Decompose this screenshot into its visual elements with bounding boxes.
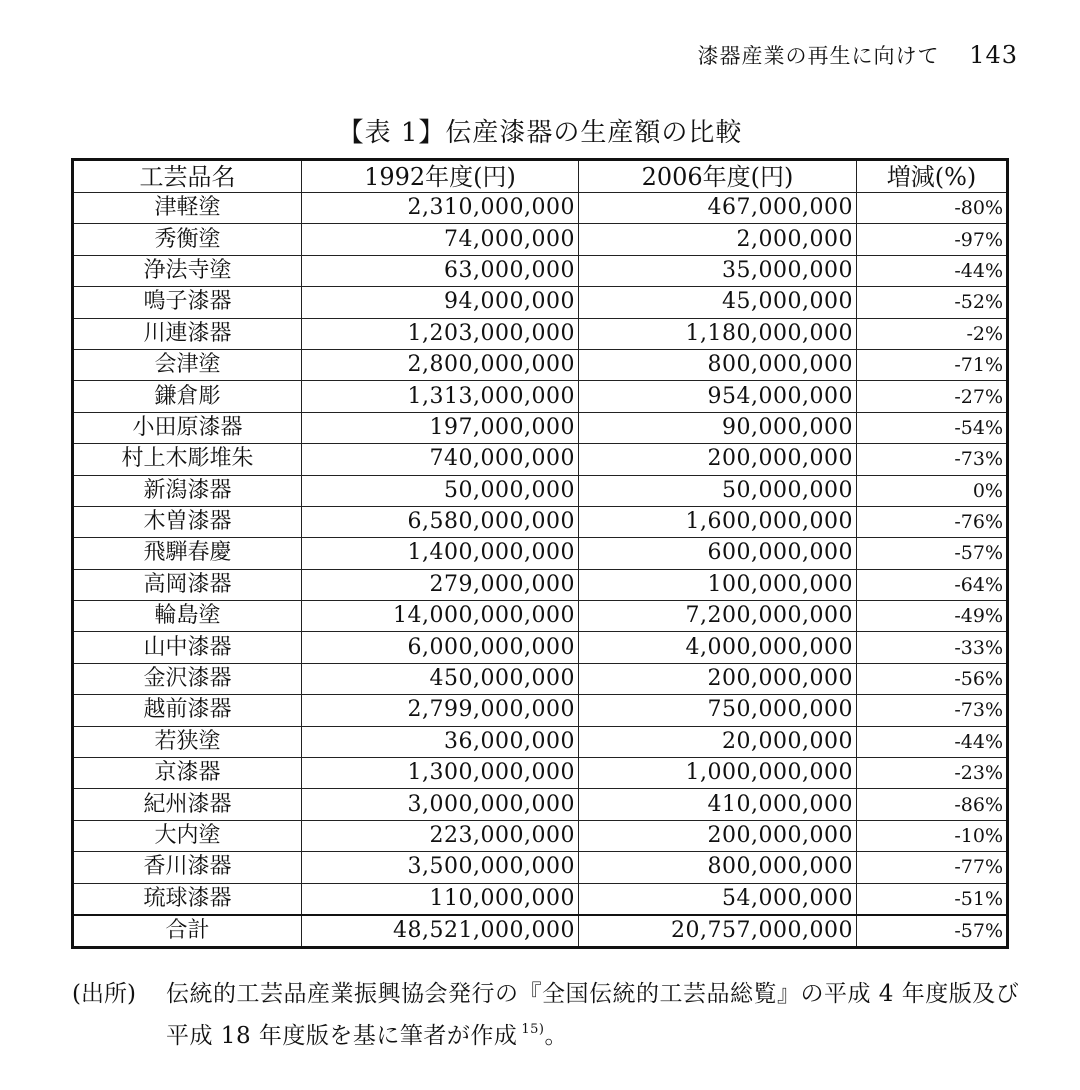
value-2006-cell: 200,000,000 [579,444,857,475]
change-percent-cell: -73% [857,444,1008,475]
craft-name-cell: 浄法寺塗 [73,255,302,286]
craft-name-cell: 鳴子漆器 [73,287,302,318]
value-2006-cell: 800,000,000 [579,852,857,883]
craft-name-cell: 村上木彫堆朱 [73,444,302,475]
change-percent-cell: -27% [857,381,1008,412]
craft-name-cell: 山中漆器 [73,632,302,663]
value-2006-cell: 50,000,000 [579,475,857,506]
value-1992-cell: 74,000,000 [302,224,579,255]
change-percent-cell: -71% [857,349,1008,380]
value-1992-cell: 2,800,000,000 [302,349,579,380]
craft-name-cell: 秀衡塗 [73,224,302,255]
change-percent-cell: -44% [857,726,1008,757]
table-row [73,475,1008,506]
change-percent-cell: -10% [857,820,1008,851]
column-header-craft-name: 工芸品名 [73,160,302,193]
change-percent-cell: -52% [857,287,1008,318]
value-1992-cell: 6,000,000,000 [302,632,579,663]
value-2006-cell: 467,000,000 [579,193,857,224]
table-row [73,601,1008,632]
table-row [73,381,1008,412]
change-percent-cell: -73% [857,695,1008,726]
value-2006-cell: 410,000,000 [579,789,857,820]
table-row [73,883,1008,915]
running-header [698,40,1019,70]
craft-name-cell: 輪島塗 [73,601,302,632]
change-percent-cell: -56% [857,663,1008,694]
change-percent-cell: -57% [857,538,1008,569]
value-2006-cell: 90,000,000 [579,412,857,443]
craft-name-cell: 越前漆器 [73,695,302,726]
table-header-row [73,160,1008,193]
change-percent-cell: 0% [857,475,1008,506]
value-1992-cell: 1,203,000,000 [302,318,579,349]
source-text-block [166,976,1022,1054]
table-row [73,538,1008,569]
value-1992-cell: 1,400,000,000 [302,538,579,569]
value-1992-cell: 1,313,000,000 [302,381,579,412]
craft-name-cell: 木曽漆器 [73,506,302,537]
value-1992-cell: 1,300,000,000 [302,758,579,789]
table-row [73,412,1008,443]
craft-name-cell: 高岡漆器 [73,569,302,600]
table-row [73,569,1008,600]
craft-name-cell: 津軽塗 [73,193,302,224]
column-header-change: 増減(%) [857,160,1008,193]
value-1992-cell: 223,000,000 [302,820,579,851]
value-1992-cell: 3,000,000,000 [302,789,579,820]
change-percent-cell: -80% [857,193,1008,224]
value-1992-cell: 50,000,000 [302,475,579,506]
value-1992-cell: 197,000,000 [302,412,579,443]
table-row [73,318,1008,349]
value-2006-cell: 800,000,000 [579,349,857,380]
table-row [73,663,1008,694]
value-2006-cell: 100,000,000 [579,569,857,600]
value-2006-cell: 2,000,000 [579,224,857,255]
page-number: 143 [969,41,1018,69]
table-row [73,444,1008,475]
craft-name-cell: 新潟漆器 [73,475,302,506]
table-row [73,695,1008,726]
value-2006-cell: 4,000,000,000 [579,632,857,663]
craft-name-cell: 金沢漆器 [73,663,302,694]
craft-name-cell: 京漆器 [73,758,302,789]
value-2006-cell: 20,757,000,000 [579,915,857,948]
craft-name-cell: 大内塗 [73,820,302,851]
craft-name-cell: 琉球漆器 [73,883,302,915]
value-2006-cell: 20,000,000 [579,726,857,757]
value-2006-cell: 200,000,000 [579,820,857,851]
craft-name-cell: 鎌倉彫 [73,381,302,412]
table-title: 【表 1】伝産漆器の生産額の比較 [337,118,743,148]
running-title: 漆器産業の再生に向けて [697,44,940,68]
table-row [73,349,1008,380]
table-row [73,287,1008,318]
craft-name-cell: 若狭塗 [73,726,302,757]
value-1992-cell: 2,799,000,000 [302,695,579,726]
change-percent-cell: -54% [857,412,1008,443]
table-row [73,820,1008,851]
table-row [73,506,1008,537]
value-1992-cell: 14,000,000,000 [302,601,579,632]
change-percent-cell: -2% [857,318,1008,349]
source-text: 伝統的工芸品産業振興協会発行の『全国伝統的工芸品総覧』の平成 4 年度版及び平成 18 年度版を基に筆者が作成 [166,981,1020,1049]
value-1992-cell: 279,000,000 [302,569,579,600]
value-2006-cell: 200,000,000 [579,663,857,694]
value-1992-cell: 450,000,000 [302,663,579,694]
column-header-2006: 2006年度(円) [579,160,857,193]
value-2006-cell: 35,000,000 [579,255,857,286]
value-1992-cell: 6,580,000,000 [302,506,579,537]
value-1992-cell: 63,000,000 [302,255,579,286]
value-1992-cell: 48,521,000,000 [302,915,579,948]
table-row [73,852,1008,883]
value-1992-cell: 740,000,000 [302,444,579,475]
change-percent-cell: -33% [857,632,1008,663]
value-2006-cell: 1,000,000,000 [579,758,857,789]
craft-name-cell: 香川漆器 [73,852,302,883]
value-2006-cell: 954,000,000 [579,381,857,412]
craft-name-cell: 合計 [73,915,302,948]
craft-name-cell: 飛騨春慶 [73,538,302,569]
table-body [73,193,1008,948]
change-percent-cell: -76% [857,506,1008,537]
value-2006-cell: 750,000,000 [579,695,857,726]
table-row [73,224,1008,255]
craft-name-cell: 小田原漆器 [73,412,302,443]
column-header-1992: 1992年度(円) [302,160,579,193]
table-row [73,789,1008,820]
value-1992-cell: 3,500,000,000 [302,852,579,883]
change-percent-cell: -23% [857,758,1008,789]
change-percent-cell: -49% [857,601,1008,632]
source-end-mark: 。 [544,1023,569,1049]
table-row [73,193,1008,224]
table-row [73,255,1008,286]
craft-name-cell: 川連漆器 [73,318,302,349]
value-1992-cell: 36,000,000 [302,726,579,757]
change-percent-cell: -86% [857,789,1008,820]
lacquer-production-table [71,158,1009,949]
value-2006-cell: 600,000,000 [579,538,857,569]
craft-name-cell: 会津塗 [73,349,302,380]
change-percent-cell: -64% [857,569,1008,600]
value-2006-cell: 1,180,000,000 [579,318,857,349]
change-percent-cell: -51% [857,883,1008,915]
source-label: (出所) [72,981,136,1007]
source-note [72,976,1022,1054]
change-percent-cell: -97% [857,224,1008,255]
change-percent-cell: -57% [857,915,1008,948]
value-1992-cell: 110,000,000 [302,883,579,915]
value-2006-cell: 7,200,000,000 [579,601,857,632]
value-1992-cell: 2,310,000,000 [302,193,579,224]
total-row [73,915,1008,948]
table-row [73,726,1008,757]
value-1992-cell: 94,000,000 [302,287,579,318]
value-2006-cell: 54,000,000 [579,883,857,915]
craft-name-cell: 紀州漆器 [73,789,302,820]
value-2006-cell: 45,000,000 [579,287,857,318]
change-percent-cell: -77% [857,852,1008,883]
footnote-reference: 15) [521,1022,545,1037]
table-row [73,758,1008,789]
value-2006-cell: 1,600,000,000 [579,506,857,537]
change-percent-cell: -44% [857,255,1008,286]
table-row [73,632,1008,663]
